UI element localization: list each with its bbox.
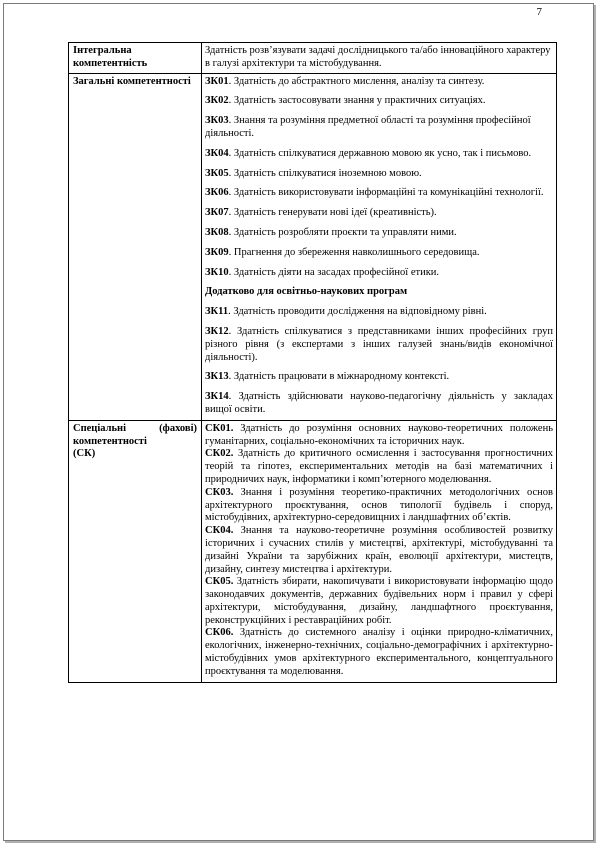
competency-code: ЗК14 [205, 391, 229, 403]
special-label [69, 420, 202, 682]
competency-code: ЗК04 [205, 147, 229, 159]
competency-code: СК04. [205, 525, 234, 537]
competencies-table [68, 42, 557, 683]
integral-text: Здатність розв’язувати задачі дослідницького та/або інноваційного характеру в галузі архітектури та містобудування. [202, 43, 557, 74]
competency-item [205, 267, 553, 280]
general-label: Загальні компетентності [69, 73, 202, 420]
competency-item [205, 391, 553, 417]
competency-item [205, 227, 553, 240]
competency-code: СК03. [205, 486, 234, 498]
competency-code: ЗК08 [205, 226, 229, 238]
competency-text: . Здатність спілкуватися іноземною мовою. [228, 167, 422, 179]
competency-text: Знання та науково-теоретичне розуміння особливостей розвитку історичних і сучасних стилів у мистецтві, архітектурі, містобудуванні та дизайні України та зарубіжних країн, еволюції архітектури, мистецтв, дизайну, синтезу мистецтва і архітектури. [205, 525, 553, 575]
competency-text: . Здатність спілкуватися державною мовою як усно, так і письмово. [228, 147, 532, 159]
special-label-word2: (фахові) [159, 422, 197, 434]
competency-item [205, 306, 553, 319]
competency-text: Здатність до критичного осмислення і застосування прогностичних теорій та гіпотез, експериментальних методів на базі математичних і природничих наук, інформатики і комп’ютерного моделювання. [205, 448, 553, 485]
special-row [69, 420, 557, 682]
page-number: 7 [536, 6, 542, 18]
competency-code: СК02. [205, 448, 234, 460]
competency-text: . Здатність діяти на засадах професійної етики. [228, 266, 440, 278]
competency-code: СК01. [205, 422, 234, 434]
integral-label: Інтегральна компетентність [69, 43, 202, 74]
competency-item [205, 148, 553, 161]
competency-item [205, 576, 553, 627]
competency-item [205, 627, 553, 678]
competency-item [205, 207, 553, 220]
general-content [202, 73, 557, 420]
competency-code: ЗК12 [205, 325, 229, 337]
general-list [205, 76, 553, 280]
competency-item [205, 115, 553, 141]
competency-code: ЗК02 [205, 95, 229, 107]
competency-item [205, 76, 553, 89]
competency-item [205, 423, 553, 449]
special-label-line2: компетентності [73, 435, 147, 447]
competency-item [205, 525, 553, 576]
integral-row [69, 43, 557, 74]
competency-text: . Здатність до абстрактного мислення, аналізу та синтезу. [228, 75, 485, 87]
competency-text: Здатність збирати, накопичувати і використовувати інформацію щодо законодавчих документів, державних будівельних норм і правил у сфері архітектури, містобудування, дизайну, ландшафтного проєктування, реконструкційних і реставраційних робіт. [205, 576, 553, 626]
special-list [205, 423, 553, 679]
competency-code: ЗК07 [205, 207, 229, 219]
general-extra-heading: Додатково для освітньо-наукових програм [205, 286, 408, 298]
competency-code: ЗК01 [205, 75, 229, 87]
competency-item [205, 326, 553, 364]
competency-item [205, 187, 553, 200]
competency-text: . Здатність спілкуватися з представниками інших професійних груп різного рівня (з експертами з інших галузей знань/видів економічної діяльності). [205, 325, 553, 363]
competency-text: Здатність до системного аналізу і оцінки природно-кліматичних, екологічних, інженерно-технічних, соціально-демографічних і архітектурно-містобудівних умов архітектурного експериментального, концептуального проєктування та моделювання. [205, 627, 553, 677]
competency-code: ЗК05 [205, 167, 229, 179]
competency-item [205, 371, 553, 384]
general-extra-list [205, 306, 553, 417]
competency-text: . Здатність розробляти проєкти та управляти ними. [228, 226, 457, 238]
competency-item [205, 95, 553, 108]
competency-text: . Здатність використовувати інформаційні та комунікаційні технології. [228, 187, 544, 199]
competency-code: ЗК03 [205, 115, 229, 127]
competency-code: ЗК11 [205, 306, 229, 318]
special-label-word1: Спеціальні [73, 422, 127, 434]
competency-item [205, 168, 553, 181]
competency-text: . Знання та розуміння предметної області та розуміння професійної діяльності. [205, 115, 531, 139]
competency-code: СК06. [205, 627, 234, 639]
competency-code: ЗК13 [205, 371, 229, 383]
competency-code: СК05. [205, 576, 234, 588]
competency-item [205, 247, 553, 260]
competency-item [205, 448, 553, 486]
competency-text: . Здатність застосовувати знання у практичних ситуаціях. [228, 95, 486, 107]
competency-text: Здатність до розуміння основних науково-теоретичних положень гуманітарних, соціально-економічних та історичних наук. [205, 422, 553, 447]
competency-code: ЗК06 [205, 187, 229, 199]
competency-text: . Здатність генерувати нові ідеї (креативність). [228, 207, 437, 219]
competency-code: ЗК09 [205, 246, 229, 258]
competency-text: . Здатність здійснювати науково-педагогічну діяльність у закладах вищої освіти. [205, 391, 553, 415]
competency-text: . Здатність працювати в міжнародному контексті. [228, 371, 450, 383]
competency-item [205, 487, 553, 525]
special-content [202, 420, 557, 682]
competency-text: . Прагнення до збереження навколишнього середовища. [228, 246, 480, 258]
general-row [69, 73, 557, 420]
competency-text: Знання і розуміння теоретико-практичних методологічних основ архітектурного проєктування, основ типології будівель і споруд, містобудівних, архітектурно-середовищних і ландшафтних об’єктів. [205, 486, 553, 524]
competency-code: ЗК10 [205, 266, 229, 278]
special-label-line1 [73, 423, 197, 436]
special-label-line3: (СК) [73, 448, 96, 460]
competency-text: . Здатність проводити дослідження на відповідному рівні. [228, 306, 487, 318]
